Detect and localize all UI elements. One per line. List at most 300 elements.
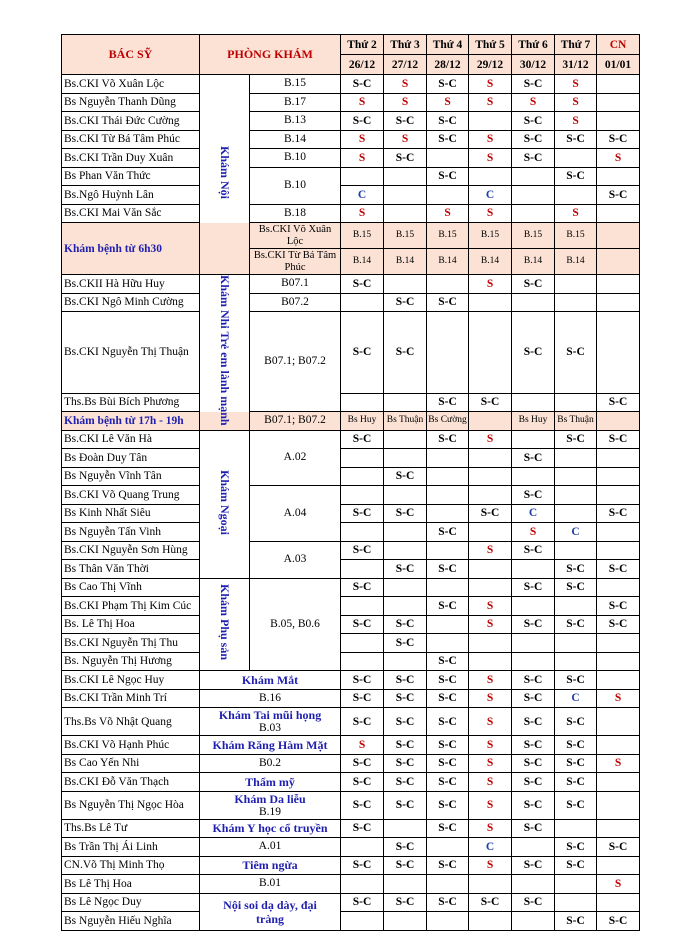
room-label: B.16 [200, 689, 341, 708]
schedule-cell [469, 560, 512, 579]
schedule-cell: S-C [512, 791, 555, 819]
morning-room-cell: B.15 [469, 223, 512, 249]
room-label: B.18 [250, 204, 341, 223]
schedule-cell [512, 634, 555, 653]
schedule-cell: S-C [384, 754, 427, 773]
schedule-cell: S-C [341, 541, 384, 560]
schedule-cell [384, 541, 427, 560]
schedule-cell: S-C [341, 754, 384, 773]
schedule-cell: S-C [555, 754, 597, 773]
schedule-cell: S-C [512, 486, 555, 505]
morning-room-cell: B.14 [469, 249, 512, 275]
schedule-cell: S [341, 149, 384, 168]
schedule-cell [597, 93, 640, 112]
schedule-cell [427, 838, 469, 857]
note-morning: Khám bệnh từ 6h30 [62, 223, 250, 275]
schedule-cell: S [469, 856, 512, 875]
day-date: 30/12 [512, 55, 555, 75]
schedule-cell: S-C [384, 773, 427, 792]
schedule-cell [597, 541, 640, 560]
schedule-cell [597, 75, 640, 94]
schedule-cell: S [512, 93, 555, 112]
schedule-cell: S-C [341, 312, 384, 394]
table-row [62, 819, 640, 838]
schedule-cell: S-C [384, 893, 427, 912]
room-label: B.05, B0.6 [250, 578, 341, 671]
schedule-cell: S-C [597, 504, 640, 523]
schedule-cell: S-C [427, 671, 469, 690]
schedule-cell [469, 486, 512, 505]
table-row [62, 541, 640, 560]
schedule-cell [469, 167, 512, 186]
schedule-cell: S-C [384, 838, 427, 857]
schedule-cell: S-C [427, 736, 469, 755]
schedule-cell: S-C [555, 312, 597, 394]
schedule-cell: S [469, 204, 512, 223]
doctor-name: Bs Nguyễn Vĩnh Tân [62, 467, 200, 486]
dept-title: Nội soi dạ dày, đại tràng [200, 893, 341, 930]
doctor-name: Bs.CKI Lê Ngọc Huy [62, 671, 200, 690]
schedule-cell: S-C [427, 130, 469, 149]
schedule-cell: S-C [555, 856, 597, 875]
header-room: PHÒNG KHÁM [200, 35, 341, 75]
doctor-name: Bs.CKI Ngô Minh Cường [62, 293, 200, 312]
dept-title: Thẩm mỹ [200, 773, 341, 792]
room-label: B.19 [258, 805, 282, 818]
schedule-cell [512, 167, 555, 186]
schedule-cell: S [384, 130, 427, 149]
morning-room-cell: B.15 [427, 223, 469, 249]
table-row [62, 293, 640, 312]
schedule-cell: S-C [597, 560, 640, 579]
schedule-cell: S-C [555, 708, 597, 736]
schedule-cell: S [341, 130, 384, 149]
schedule-cell: S-C [341, 856, 384, 875]
schedule-cell [341, 875, 384, 894]
schedule-cell [469, 875, 512, 894]
schedule-cell: S-C [427, 791, 469, 819]
schedule-cell [427, 449, 469, 468]
schedule-cell [427, 186, 469, 205]
dept-label [200, 275, 250, 431]
table-row [62, 504, 640, 523]
table-row [62, 93, 640, 112]
schedule-cell: S-C [384, 467, 427, 486]
schedule-cell [512, 875, 555, 894]
schedule-cell [384, 275, 427, 294]
schedule-cell: S [469, 275, 512, 294]
doctor-name: Bs Nguyễn Hiếu Nghĩa [62, 912, 200, 931]
table-row [62, 791, 640, 819]
schedule-cell: S [597, 149, 640, 168]
empty-cell [597, 249, 640, 275]
schedule-cell [597, 312, 640, 394]
room-label: B.01 [200, 875, 341, 894]
room-label: A.04 [250, 486, 341, 542]
schedule-cell [469, 912, 512, 931]
schedule-cell [597, 819, 640, 838]
schedule-cell: S-C [341, 275, 384, 294]
schedule-cell: S-C [555, 671, 597, 690]
table-row [62, 838, 640, 857]
dept-title: Khám Tai mũi họng [218, 708, 322, 723]
schedule-cell [469, 293, 512, 312]
schedule-cell [384, 393, 427, 412]
schedule-cell [427, 149, 469, 168]
day-date: 29/12 [469, 55, 512, 75]
schedule-cell [427, 467, 469, 486]
table-row [62, 560, 640, 579]
schedule-cell: S-C [384, 149, 427, 168]
doctor-name: Bs.CKI Trần Duy Xuân [62, 149, 200, 168]
schedule-cell [427, 912, 469, 931]
schedule-cell: S-C [384, 708, 427, 736]
schedule-cell: S-C [555, 430, 597, 449]
schedule-sheet [61, 34, 640, 931]
table-row [62, 615, 640, 634]
day-date: 31/12 [555, 55, 597, 75]
day-name: Thứ 4 [427, 35, 469, 55]
schedule-cell [597, 467, 640, 486]
schedule-cell: S-C [427, 708, 469, 736]
dept-title: Khám Y học cổ truyền [200, 819, 341, 838]
schedule-cell: S [427, 204, 469, 223]
day-name: Thứ 3 [384, 35, 427, 55]
schedule-cell [555, 875, 597, 894]
schedule-cell [469, 634, 512, 653]
schedule-cell: S [469, 597, 512, 616]
schedule-cell: S-C [427, 893, 469, 912]
schedule-cell [512, 838, 555, 857]
dept-label-text: Khám Ngoại [218, 469, 232, 535]
schedule-cell: S-C [427, 773, 469, 792]
schedule-cell [427, 504, 469, 523]
schedule-cell: S-C [341, 430, 384, 449]
schedule-cell: C [469, 186, 512, 205]
schedule-cell: S [597, 754, 640, 773]
schedule-cell [469, 312, 512, 394]
schedule-cell: S [555, 75, 597, 94]
schedule-cell: S-C [384, 504, 427, 523]
doctor-name: Bs.CKII Hà Hữu Huy [62, 275, 200, 294]
schedule-cell: S-C [555, 736, 597, 755]
schedule-cell: S [469, 149, 512, 168]
schedule-cell: S-C [427, 689, 469, 708]
room-label: B.15 [250, 75, 341, 94]
schedule-cell: S-C [384, 112, 427, 131]
schedule-cell [512, 467, 555, 486]
evening-doctor-cell: Bs Thuận [384, 412, 427, 431]
schedule-cell: S-C [427, 597, 469, 616]
schedule-cell [512, 393, 555, 412]
schedule-cell: S-C [384, 560, 427, 579]
schedule-cell: S-C [427, 523, 469, 542]
schedule-cell [469, 449, 512, 468]
day-name: Thứ 5 [469, 35, 512, 55]
schedule-cell: S [469, 689, 512, 708]
day-name: Thứ 6 [512, 35, 555, 55]
schedule-table [61, 34, 640, 931]
evening-doctor-cell: Bs Huy [341, 412, 384, 431]
table-row [62, 75, 640, 94]
schedule-cell [555, 449, 597, 468]
schedule-cell [427, 541, 469, 560]
schedule-cell: S [427, 93, 469, 112]
dept-title: Khám Răng Hàm Mặt [200, 736, 341, 755]
schedule-cell: S [555, 112, 597, 131]
schedule-cell: S-C [384, 671, 427, 690]
evening-doctor-cell [597, 412, 640, 431]
schedule-cell: S [384, 75, 427, 94]
schedule-cell: S-C [427, 652, 469, 671]
doctor-name: Bs.CKI Lê Văn Hà [62, 430, 200, 449]
schedule-cell [512, 186, 555, 205]
schedule-cell: S [469, 708, 512, 736]
morning-room-cell: B.14 [555, 249, 597, 275]
schedule-cell [427, 275, 469, 294]
schedule-cell [384, 875, 427, 894]
schedule-cell [469, 467, 512, 486]
room-label: B.13 [250, 112, 341, 131]
table-row [62, 652, 640, 671]
doctor-name: Bs Lê Thị Hoa [62, 875, 200, 894]
table-row [62, 578, 640, 597]
schedule-cell [469, 112, 512, 131]
evening-doctor-cell: Bs Thuận [555, 412, 597, 431]
doctor-name: Bs Đoàn Duy Tân [62, 449, 200, 468]
doctor-name: Ths.Bs Võ Nhật Quang [62, 708, 200, 736]
dept-title: Khám Mắt [200, 671, 341, 690]
schedule-cell: S-C [341, 75, 384, 94]
schedule-cell [341, 838, 384, 857]
schedule-cell: S-C [555, 560, 597, 579]
doctor-name: Bs.CKI Thái Đức Cường [62, 112, 200, 131]
table-row [62, 430, 640, 449]
morning-room-cell: B.14 [341, 249, 384, 275]
schedule-cell: S-C [384, 634, 427, 653]
table-row [62, 671, 640, 690]
day-date: 28/12 [427, 55, 469, 75]
schedule-cell [555, 293, 597, 312]
schedule-cell [512, 597, 555, 616]
schedule-cell [341, 634, 384, 653]
schedule-cell [555, 467, 597, 486]
schedule-cell: S-C [512, 819, 555, 838]
schedule-cell [555, 186, 597, 205]
evening-doctor-cell: Bs Huy [512, 412, 555, 431]
note-evening: Khám bệnh từ 17h - 19h [62, 412, 250, 431]
doctor-name: Ths.Bs Bùi Bích Phương [62, 393, 200, 412]
schedule-cell: S-C [512, 578, 555, 597]
table-row [62, 204, 640, 223]
schedule-cell [597, 708, 640, 736]
dept-label-text: Khám Nội [218, 145, 232, 199]
schedule-cell [555, 819, 597, 838]
schedule-cell [341, 293, 384, 312]
dept-label-text: Khám Nhi Trẻ em lành mạnh [218, 275, 232, 426]
table-row [62, 149, 640, 168]
schedule-cell [427, 486, 469, 505]
schedule-cell: S-C [555, 912, 597, 931]
room-label: A.01 [200, 838, 341, 857]
schedule-cell [597, 523, 640, 542]
doctor-name: Bs Nguyễn Tấn Vinh [62, 523, 200, 542]
schedule-cell [597, 486, 640, 505]
room-label: A.03 [250, 541, 341, 578]
room-label: B.03 [258, 722, 282, 735]
schedule-cell [469, 652, 512, 671]
schedule-cell: S-C [597, 430, 640, 449]
table-row [62, 275, 640, 294]
schedule-cell: S-C [384, 689, 427, 708]
schedule-cell: S-C [341, 791, 384, 819]
table-row [62, 754, 640, 773]
schedule-cell [555, 504, 597, 523]
table-row [62, 736, 640, 755]
schedule-cell: S [469, 130, 512, 149]
schedule-cell [555, 149, 597, 168]
room-label: B.10 [250, 167, 341, 204]
schedule-cell: S-C [555, 791, 597, 819]
schedule-cell: S [469, 75, 512, 94]
dept-title: Khám Da liễu [234, 791, 306, 806]
schedule-cell: S [341, 736, 384, 755]
schedule-cell [555, 275, 597, 294]
schedule-cell: S [384, 93, 427, 112]
schedule-cell: S [469, 736, 512, 755]
table-row [62, 689, 640, 708]
schedule-cell: S-C [512, 671, 555, 690]
schedule-cell [384, 652, 427, 671]
schedule-cell: S-C [341, 615, 384, 634]
morning-doctor: Bs.CKI Võ Xuân Lộc [250, 223, 341, 249]
schedule-cell: S-C [512, 856, 555, 875]
schedule-cell: S-C [555, 773, 597, 792]
schedule-cell: S [469, 541, 512, 560]
schedule-cell [597, 791, 640, 819]
table-row [62, 773, 640, 792]
schedule-cell: S-C [512, 615, 555, 634]
table-row [62, 449, 640, 468]
schedule-cell [512, 430, 555, 449]
schedule-cell [384, 186, 427, 205]
schedule-cell: S-C [512, 449, 555, 468]
doctor-name: Bs Trần Thị Ái Linh [62, 838, 200, 857]
schedule-cell: S [341, 93, 384, 112]
schedule-cell [384, 819, 427, 838]
table-row [62, 130, 640, 149]
schedule-cell: S-C [555, 578, 597, 597]
schedule-cell [384, 523, 427, 542]
schedule-cell: S [597, 689, 640, 708]
schedule-cell [597, 652, 640, 671]
schedule-cell: S [469, 430, 512, 449]
doctor-name: CN.Võ Thị Minh Thọ [62, 856, 200, 875]
morning-room-cell: B.15 [341, 223, 384, 249]
schedule-cell: S-C [341, 708, 384, 736]
day-date: 01/01 [597, 55, 640, 75]
doctor-name: Bs. Lê Thị Hoa [62, 615, 200, 634]
schedule-cell: S-C [341, 689, 384, 708]
schedule-cell [341, 467, 384, 486]
schedule-cell: S-C [469, 893, 512, 912]
room-label: B07.2 [250, 293, 341, 312]
schedule-cell: S-C [512, 754, 555, 773]
schedule-cell: C [469, 838, 512, 857]
schedule-cell: S-C [427, 112, 469, 131]
table-row [62, 893, 640, 912]
schedule-cell [512, 293, 555, 312]
schedule-cell: S-C [555, 615, 597, 634]
schedule-cell: S [469, 93, 512, 112]
schedule-cell: S [469, 791, 512, 819]
doctor-name: Ths.Bs Lê Tư [62, 819, 200, 838]
doctor-name: Bs.CKI Trần Minh Trí [62, 689, 200, 708]
schedule-cell: S-C [597, 186, 640, 205]
table-row [62, 393, 640, 412]
schedule-cell: S-C [427, 754, 469, 773]
schedule-cell: S-C [341, 112, 384, 131]
schedule-cell [341, 912, 384, 931]
doctor-name: Bs.CKI Phạm Thị Kim Cúc [62, 597, 200, 616]
schedule-cell: S-C [384, 312, 427, 394]
schedule-cell: S [469, 754, 512, 773]
morning-room-cell: B.15 [512, 223, 555, 249]
schedule-cell: S-C [597, 597, 640, 616]
empty-cell [597, 223, 640, 249]
doctor-name: Bs.Ngô Huỳnh Lân [62, 186, 200, 205]
room-label: B.10 [250, 149, 341, 168]
schedule-cell: S [469, 773, 512, 792]
schedule-cell: C [555, 689, 597, 708]
schedule-cell [427, 578, 469, 597]
schedule-cell [597, 293, 640, 312]
schedule-cell [597, 634, 640, 653]
schedule-cell [555, 393, 597, 412]
room-label: A.02 [250, 430, 341, 486]
doctor-name: Bs Lê Ngọc Duy [62, 893, 200, 912]
dept-label [200, 430, 250, 578]
schedule-cell [341, 597, 384, 616]
schedule-cell: S-C [384, 791, 427, 819]
schedule-cell [597, 773, 640, 792]
doctor-name: Bs Kinh Nhất Siêu [62, 504, 200, 523]
table-row [62, 523, 640, 542]
schedule-cell: S [555, 204, 597, 223]
schedule-cell: S-C [512, 893, 555, 912]
schedule-cell: S-C [512, 736, 555, 755]
room-label: B07.1 [250, 275, 341, 294]
morning-room-cell: B.14 [384, 249, 427, 275]
schedule-cell [384, 449, 427, 468]
schedule-cell [597, 167, 640, 186]
schedule-cell: S-C [384, 293, 427, 312]
schedule-cell [341, 393, 384, 412]
doctor-name: Bs.CKI Võ Hạnh Phúc [62, 736, 200, 755]
doctor-name: Bs Nguyễn Thanh Dũng [62, 93, 200, 112]
dept-label [200, 578, 250, 671]
table-row [62, 186, 640, 205]
schedule-cell: S-C [384, 615, 427, 634]
morning-doctor: Bs.CKI Từ Bá Tâm Phúc [250, 249, 341, 275]
schedule-cell: C [555, 523, 597, 542]
schedule-cell: S-C [512, 275, 555, 294]
schedule-cell: S-C [512, 75, 555, 94]
schedule-cell [597, 449, 640, 468]
morning-room-cell: B.15 [384, 223, 427, 249]
schedule-cell [597, 204, 640, 223]
schedule-cell: S-C [597, 393, 640, 412]
